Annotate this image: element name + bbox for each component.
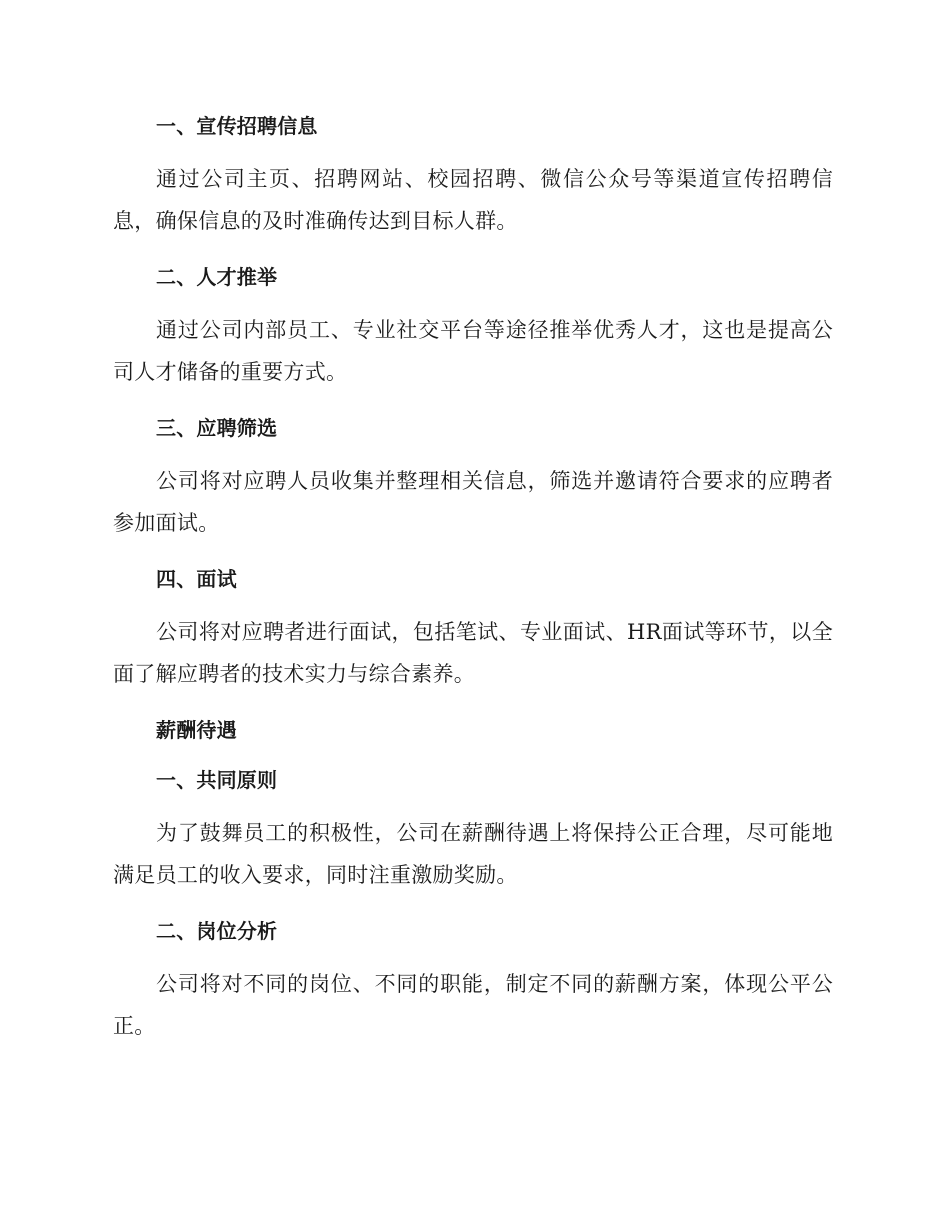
section-heading-publicize-recruitment: 一、宣传招聘信息 [156, 114, 318, 138]
section-paragraph-applicant-screening: 公司将对应聘人员收集并整理相关信息，筛选并邀请符合要求的应聘者参加面试。 [113, 469, 833, 535]
section-heading-interview: 四、面试 [156, 567, 237, 591]
section-paragraph-publicize-recruitment: 通过公司主页、招聘网站、校园招聘、微信公众号等渠道宣传招聘信息，确保信息的及时准确传达到目标人群。 [113, 167, 833, 233]
section-paragraph-position-analysis: 公司将对不同的岗位、不同的职能，制定不同的薪酬方案，体现公平公正。 [113, 972, 833, 1038]
section-heading-applicant-screening: 三、应聘筛选 [156, 416, 278, 440]
section-paragraph-interview: 公司将对应聘者进行面试，包括笔试、专业面试、HR面试等环节，以全面了解应聘者的技术实力与综合素养。 [113, 620, 833, 686]
section-paragraph-common-principles: 为了鼓舞员工的积极性，公司在薪酬待遇上将保持公正合理，尽可能地满足员工的收入要求，同时注重激励奖励。 [113, 821, 833, 887]
document-page [113, 108, 833, 1064]
section-heading-common-principles: 一、共同原则 [156, 768, 278, 792]
section-paragraph-talent-referral: 通过公司内部员工、专业社交平台等途径推举优秀人才，这也是提高公司人才储备的重要方式。 [113, 318, 833, 384]
section-heading-talent-referral: 二、人才推举 [156, 265, 278, 289]
chapter-heading-compensation: 薪酬待遇 [156, 718, 237, 742]
section-heading-position-analysis: 二、岗位分析 [156, 919, 278, 943]
